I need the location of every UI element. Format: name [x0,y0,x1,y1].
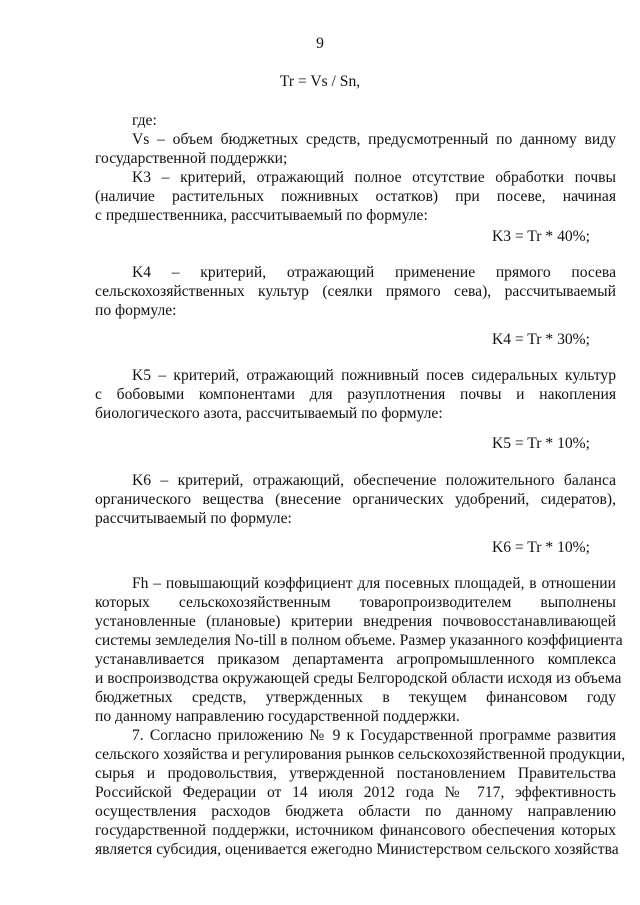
k6-line-1: K6 – критерий, отражающий, обеспечение положительного баланса [132,472,616,489]
k4-line-2: сельскохозяйственных культур (сеялки прямого сева), рассчитываемый [95,283,616,300]
k4-line-3: по формуле: [95,302,177,319]
p7-line-4: Российской Федерации от 14 июля 2012 года № 717, эффективность [95,784,616,801]
k3-line-1: K3 – критерий, отражающий полное отсутствие обработки почвы [132,169,616,186]
formula-tr: Tr = Vs / Sn, [279,73,361,90]
fh-line-6: и воспроизводства окружающей среды Белгородской области исходя из объема [95,670,622,687]
page-number: 9 [316,35,324,52]
vs-line-1: Vs – объем бюджетных средств, предусмотренный по данному виду [132,131,616,148]
k6-line-2: органического вещества (внесение органических удобрений, сидератов), [95,491,616,508]
p7-line-1: 7. Согласно приложению № 9 к Государственной программе развития [132,727,616,744]
fh-line-4: системы земледелия No-till в полном объеме. Размер указанного коэффициента [95,632,623,649]
p7-line-3: сырья и продовольствия, утвержденной постановлением Правительства [95,765,616,782]
k5-line-3: биологического азота, рассчитываемый по формуле: [95,405,443,422]
k3-line-2: (наличие растительных пожнивных остатков) при посеве, начиная [95,188,616,205]
p7-line-7: является субсидия, оценивается ежегодно Министерством сельского хозяйства [95,841,619,858]
k4-line-1: K4 – критерий, отражающий применение прямого посева [132,264,616,281]
k6-line-3: рассчитываемый по формуле: [95,510,292,527]
fh-line-3: установленные (плановые) критерии внедрения почвовосстанавливающей [95,613,616,630]
fh-line-8: по данному направлению государственной поддержки. [95,708,460,725]
p7-line-6: государственной поддержки, источником финансового обеспечения которых [95,822,616,839]
k3-line-3: с предшественника, рассчитываемый по формуле: [95,207,428,224]
formula-k6: K6 = Tr * 10%; [491,539,590,556]
formula-k3: K3 = Tr * 40%; [491,228,590,245]
fh-line-7: бюджетных средств, утвержденных в текущем финансовом году [95,689,616,706]
fh-line-2: которых сельскохозяйственным товаропроизводителем выполнены [95,594,616,611]
p7-line-2: сельского хозяйства и регулирования рынков сельскохозяйственной продукции, [95,746,626,763]
vs-line-2: государственной поддержки; [95,150,288,167]
fh-line-5: устанавливается приказом департамента агропромышленного комплекса [95,651,616,668]
k5-line-1: K5 – критерий, отражающий пожнивный посев сидеральных культур [132,367,616,384]
formula-k5: K5 = Tr * 10%; [491,435,590,452]
fh-line-1: Fh – повышающий коэффициент для посевных площадей, в отношении [132,575,616,592]
k5-line-2: с бобовыми компонентами для разуплотнения почвы и накопления [95,386,616,403]
formula-k4: K4 = Tr * 30%; [491,331,590,348]
where-label: где: [132,112,157,129]
p7-line-5: осуществления расходов бюджета области по данному направлению [95,803,616,820]
